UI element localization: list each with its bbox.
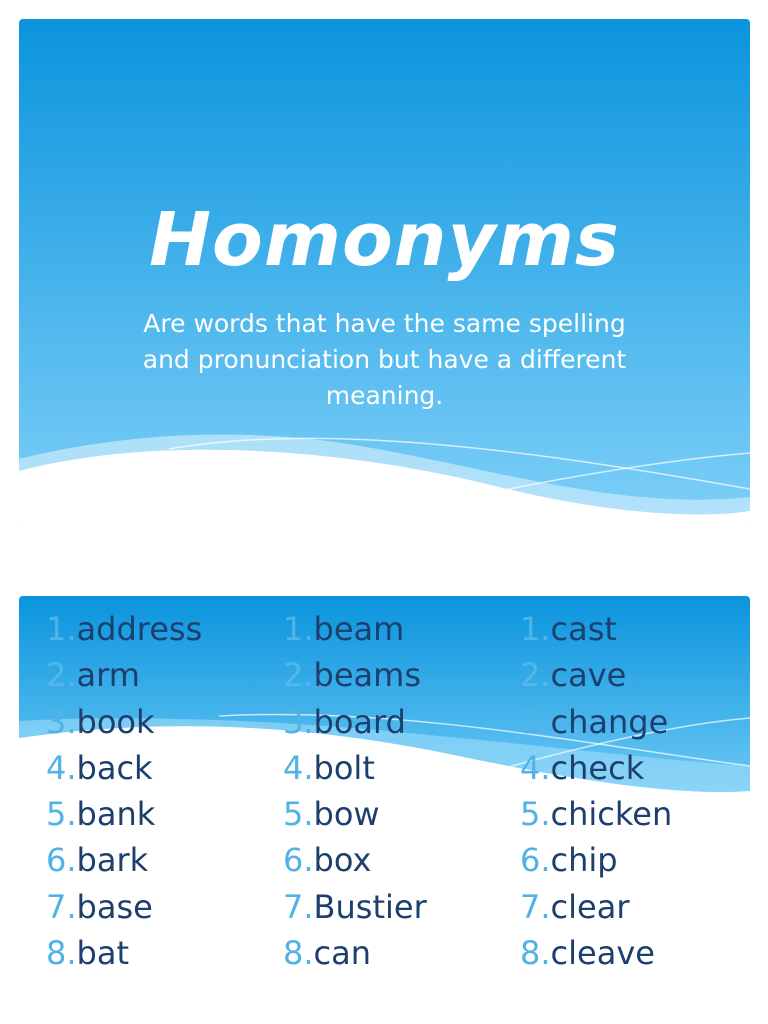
list-item <box>520 791 672 837</box>
item-number: 5. <box>46 795 77 834</box>
item-number: 1. <box>46 610 77 648</box>
item-word: beam <box>313 610 405 648</box>
list-item <box>520 606 672 652</box>
list-item <box>520 745 672 791</box>
list-item <box>46 652 202 698</box>
list-item <box>520 930 672 976</box>
list-item <box>283 884 427 930</box>
list-item <box>520 837 672 883</box>
item-word: arm <box>76 656 140 695</box>
item-word: chip <box>550 841 618 880</box>
item-word: bat <box>76 934 129 973</box>
list-item <box>520 884 672 930</box>
item-word: base <box>76 887 153 926</box>
item-word: bark <box>76 841 149 880</box>
list-item <box>283 699 427 745</box>
item-number: 7. <box>46 887 77 926</box>
item-number: 1. <box>283 610 314 648</box>
list-item <box>46 699 202 745</box>
list-item <box>46 930 202 976</box>
list-item <box>283 606 427 652</box>
list-item <box>46 884 202 930</box>
item-number: 7. <box>283 887 314 926</box>
word-column-3 <box>520 606 672 976</box>
item-number: 3. <box>46 702 77 741</box>
item-word: cave <box>550 656 627 695</box>
list-item <box>283 745 427 791</box>
list-item <box>520 699 672 745</box>
list-item <box>283 791 427 837</box>
item-word: box <box>313 841 372 880</box>
list-item <box>46 606 202 652</box>
list-item <box>46 837 202 883</box>
item-word: bank <box>76 795 156 834</box>
item-number: 3. <box>283 702 314 741</box>
item-number: 8. <box>283 934 314 973</box>
item-number: 5. <box>283 795 314 834</box>
item-number: 6. <box>520 841 551 880</box>
slide-title: Homonyms <box>149 197 620 283</box>
item-number: 3. <box>520 702 551 741</box>
item-word: back <box>76 748 153 787</box>
list-item <box>46 791 202 837</box>
item-word: cleave <box>550 934 655 973</box>
item-number: 2. <box>283 656 314 695</box>
item-number: 8. <box>46 934 77 973</box>
item-number: 5. <box>520 795 551 834</box>
item-number: 2. <box>46 656 77 695</box>
list-item <box>46 745 202 791</box>
item-number: 4. <box>46 748 77 787</box>
item-number: 8. <box>520 934 551 973</box>
item-word: beams <box>313 656 421 695</box>
item-number: 1. <box>520 610 551 648</box>
word-list-slide <box>19 596 750 1001</box>
word-column-1 <box>46 606 202 976</box>
item-word: board <box>313 702 406 741</box>
item-number: 7. <box>520 887 551 926</box>
item-word: chicken <box>550 795 673 834</box>
item-number: 4. <box>283 748 314 787</box>
item-word: check <box>550 748 645 787</box>
list-item <box>520 652 672 698</box>
word-column-2 <box>283 606 427 976</box>
list-item <box>283 930 427 976</box>
item-word: can <box>313 934 372 973</box>
item-word: book <box>76 702 155 741</box>
item-word: address <box>76 610 203 648</box>
item-word: bolt <box>313 748 375 787</box>
item-number: 2. <box>520 656 551 695</box>
title-slide <box>19 19 750 527</box>
item-word: change <box>550 702 669 741</box>
list-item <box>283 652 427 698</box>
list-item <box>283 837 427 883</box>
slide-subtitle: Are words that have the same spelling and pronunciation but have a different meaning. <box>142 309 627 410</box>
item-number: 6. <box>283 841 314 880</box>
item-word: clear <box>550 887 630 926</box>
item-number: 4. <box>520 748 551 787</box>
item-word: bow <box>313 795 380 834</box>
item-word: Bustier <box>313 887 427 926</box>
item-number: 6. <box>46 841 77 880</box>
item-word: cast <box>550 610 617 648</box>
